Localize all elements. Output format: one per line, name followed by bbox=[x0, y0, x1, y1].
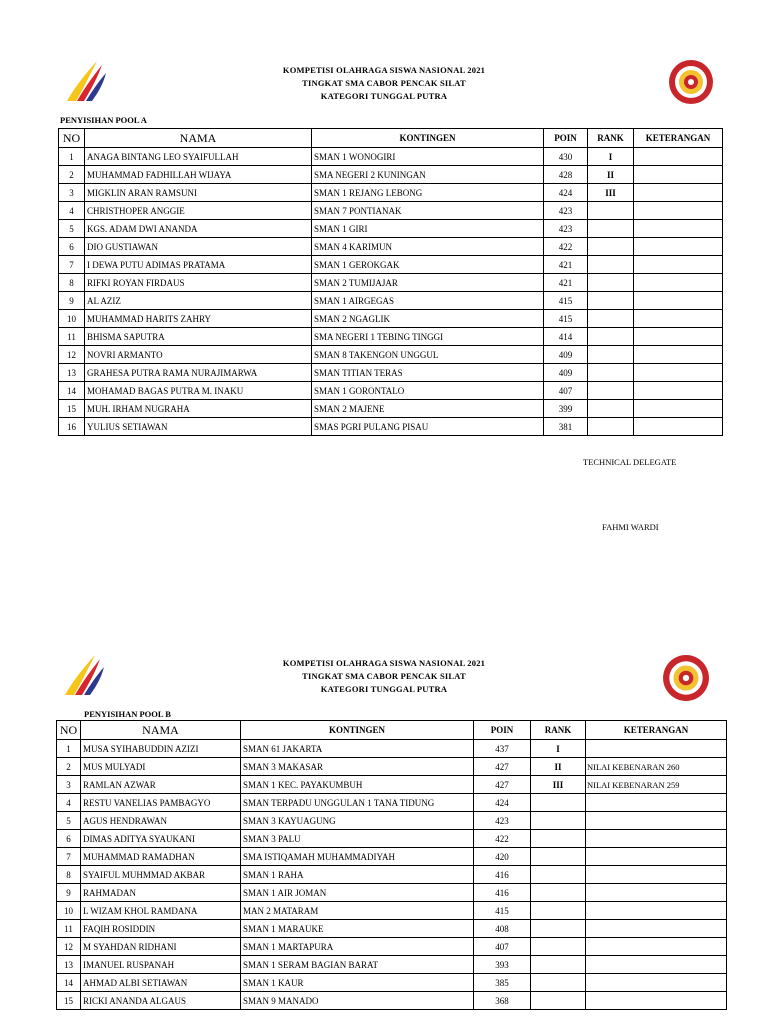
cell-no: 9 bbox=[57, 884, 81, 902]
cell-poin: 423 bbox=[474, 812, 531, 830]
col-keterangan: KETERANGAN bbox=[586, 721, 727, 740]
cell-nama: IMANUEL RUSPANAH bbox=[81, 956, 241, 974]
cell-no: 6 bbox=[57, 830, 81, 848]
cell-no: 4 bbox=[57, 794, 81, 812]
cell-keterangan bbox=[586, 830, 727, 848]
signature-role: TECHNICAL DELEGATE bbox=[583, 457, 677, 467]
table-row bbox=[59, 400, 723, 418]
cell-kontingen: SMAN 3 KAYUAGUNG bbox=[241, 812, 474, 830]
cell-keterangan bbox=[634, 148, 723, 166]
cell-rank bbox=[588, 328, 634, 346]
cell-kontingen: SMAN 3 PALU bbox=[241, 830, 474, 848]
cell-rank bbox=[531, 974, 586, 992]
cell-rank bbox=[531, 992, 586, 1010]
cell-rank bbox=[588, 220, 634, 238]
table-row bbox=[59, 382, 723, 400]
cell-kontingen: SMAN 61 JAKARTA bbox=[241, 740, 474, 758]
cell-rank bbox=[531, 884, 586, 902]
header-line-3: KATEGORI TUNGGAL PUTRA bbox=[320, 91, 448, 101]
cell-poin: 414 bbox=[544, 328, 588, 346]
table-row bbox=[59, 256, 723, 274]
cell-poin: 415 bbox=[544, 310, 588, 328]
pool-b-table bbox=[56, 720, 727, 1010]
cell-poin: 423 bbox=[544, 202, 588, 220]
cell-poin: 422 bbox=[474, 830, 531, 848]
cell-nama: AGUS HENDRAWAN bbox=[81, 812, 241, 830]
cell-no: 13 bbox=[57, 956, 81, 974]
header-line-3: KATEGORI TUNGGAL PUTRA bbox=[320, 684, 448, 694]
cell-rank bbox=[588, 382, 634, 400]
cell-no: 8 bbox=[57, 866, 81, 884]
table-row bbox=[57, 812, 727, 830]
cell-poin: 393 bbox=[474, 956, 531, 974]
table-row bbox=[57, 758, 727, 776]
table-row bbox=[57, 848, 727, 866]
cell-no: 5 bbox=[57, 812, 81, 830]
cell-no: 2 bbox=[59, 166, 85, 184]
table-row bbox=[57, 956, 727, 974]
cell-keterangan: NILAI KEBENARAN 260 bbox=[586, 758, 727, 776]
cell-rank bbox=[588, 400, 634, 418]
cell-poin: 422 bbox=[544, 238, 588, 256]
cell-kontingen: SMA NEGERI 2 KUNINGAN bbox=[312, 166, 544, 184]
table-row bbox=[57, 794, 727, 812]
cell-keterangan bbox=[634, 310, 723, 328]
cell-rank bbox=[588, 202, 634, 220]
cell-rank bbox=[588, 292, 634, 310]
cell-rank bbox=[588, 418, 634, 436]
table-row bbox=[57, 830, 727, 848]
cell-kontingen: SMAN 1 KAUR bbox=[241, 974, 474, 992]
cell-nama: MUSA SYIHABUDDIN AZIZI bbox=[81, 740, 241, 758]
cell-poin: 430 bbox=[544, 148, 588, 166]
cell-rank: III bbox=[531, 776, 586, 794]
cell-poin: 385 bbox=[474, 974, 531, 992]
col-nama: NAMA bbox=[85, 129, 312, 148]
pool-b-body bbox=[57, 740, 727, 1010]
cell-poin: 409 bbox=[544, 346, 588, 364]
cell-nama: KGS. ADAM DWI ANANDA bbox=[85, 220, 312, 238]
cell-poin: 408 bbox=[474, 920, 531, 938]
cell-kontingen: SMAN 1 KEC. PAYAKUMBUH bbox=[241, 776, 474, 794]
cell-nama: MUHAMMAD RAMADHAN bbox=[81, 848, 241, 866]
cell-nama: RESTU VANELIAS PAMBAGYO bbox=[81, 794, 241, 812]
cell-rank bbox=[531, 848, 586, 866]
cell-rank bbox=[588, 364, 634, 382]
cell-rank bbox=[531, 902, 586, 920]
cell-no: 8 bbox=[59, 274, 85, 292]
signature-name: FAHMI WARDI bbox=[602, 522, 659, 532]
cell-poin: 427 bbox=[474, 776, 531, 794]
cell-keterangan bbox=[586, 902, 727, 920]
cell-no: 1 bbox=[57, 740, 81, 758]
cell-kontingen: SMA NEGERI 1 TEBING TINGGI bbox=[312, 328, 544, 346]
cell-kontingen: SMAN 2 MAJENE bbox=[312, 400, 544, 418]
cell-no: 15 bbox=[57, 992, 81, 1010]
cell-rank bbox=[588, 238, 634, 256]
cell-keterangan bbox=[586, 740, 727, 758]
cell-keterangan bbox=[586, 812, 727, 830]
table-row bbox=[59, 184, 723, 202]
header-line-1: KOMPETISI OLAHRAGA SISWA NASIONAL 2021 bbox=[282, 658, 486, 668]
cell-no: 12 bbox=[59, 346, 85, 364]
col-poin: POIN bbox=[544, 129, 588, 148]
table-row bbox=[57, 902, 727, 920]
cell-rank: II bbox=[588, 166, 634, 184]
cell-rank: III bbox=[588, 184, 634, 202]
cell-keterangan: NILAI KEBENARAN 259 bbox=[586, 776, 727, 794]
col-keterangan: KETERANGAN bbox=[634, 129, 723, 148]
cell-poin: 421 bbox=[544, 256, 588, 274]
cell-keterangan bbox=[634, 292, 723, 310]
cell-no: 2 bbox=[57, 758, 81, 776]
pool-b-label: PENYISIHAN POOL B bbox=[84, 709, 171, 719]
cell-kontingen: MAN 2 MATARAM bbox=[241, 902, 474, 920]
cell-nama: FAQIH ROSIDDIN bbox=[81, 920, 241, 938]
table-row bbox=[57, 974, 727, 992]
cell-no: 14 bbox=[57, 974, 81, 992]
cell-kontingen: SMAS PGRI PULANG PISAU bbox=[312, 418, 544, 436]
cell-poin: 381 bbox=[544, 418, 588, 436]
cell-rank bbox=[588, 256, 634, 274]
cell-no: 6 bbox=[59, 238, 85, 256]
cell-kontingen: SMAN 1 GORONTALO bbox=[312, 382, 544, 400]
cell-poin: 424 bbox=[474, 794, 531, 812]
cell-nama: MOHAMAD BAGAS PUTRA M. INAKU bbox=[85, 382, 312, 400]
table-row bbox=[57, 992, 727, 1010]
cell-keterangan bbox=[634, 364, 723, 382]
cell-nama: SYAIFUL MUHMMAD AKBAR bbox=[81, 866, 241, 884]
col-nama: NAMA bbox=[81, 721, 241, 740]
header-line-1: KOMPETISI OLAHRAGA SISWA NASIONAL 2021 bbox=[282, 65, 486, 75]
col-no: NO bbox=[59, 129, 85, 148]
cell-nama: DIMAS ADITYA SYAUKANI bbox=[81, 830, 241, 848]
cell-rank bbox=[531, 866, 586, 884]
cell-no: 11 bbox=[59, 328, 85, 346]
cell-rank bbox=[531, 956, 586, 974]
cell-keterangan bbox=[634, 238, 723, 256]
cell-no: 7 bbox=[59, 256, 85, 274]
cell-kontingen: SMAN 1 MARAUKE bbox=[241, 920, 474, 938]
cell-kontingen: SMA ISTIQAMAH MUHAMMADIYAH bbox=[241, 848, 474, 866]
cell-poin: 399 bbox=[544, 400, 588, 418]
cell-no: 11 bbox=[57, 920, 81, 938]
cell-keterangan bbox=[586, 992, 727, 1010]
cell-poin: 407 bbox=[474, 938, 531, 956]
cell-no: 4 bbox=[59, 202, 85, 220]
cell-kontingen: SMAN 1 SERAM BAGIAN BARAT bbox=[241, 956, 474, 974]
table-row bbox=[57, 776, 727, 794]
cell-nama: MUHAMMAD FADHILLAH WIJAYA bbox=[85, 166, 312, 184]
cell-keterangan bbox=[634, 382, 723, 400]
cell-poin: 424 bbox=[544, 184, 588, 202]
table-row bbox=[57, 884, 727, 902]
cell-keterangan bbox=[634, 274, 723, 292]
cell-nama: AL AZIZ bbox=[85, 292, 312, 310]
document-header-b bbox=[0, 657, 768, 696]
cell-no: 10 bbox=[59, 310, 85, 328]
cell-poin: 368 bbox=[474, 992, 531, 1010]
cell-poin: 409 bbox=[544, 364, 588, 382]
header-line-2: TINGKAT SMA CABOR PENCAK SILAT bbox=[302, 78, 466, 88]
cell-poin: 427 bbox=[474, 758, 531, 776]
cell-nama: MUHAMMAD HARITS ZAHRY bbox=[85, 310, 312, 328]
cell-kontingen: SMAN 1 REJANG LEBONG bbox=[312, 184, 544, 202]
cell-kontingen: SMAN 1 AIR JOMAN bbox=[241, 884, 474, 902]
table-row bbox=[57, 920, 727, 938]
cell-keterangan bbox=[634, 346, 723, 364]
cell-nama: ANAGA BINTANG LEO SYAIFULLAH bbox=[85, 148, 312, 166]
cell-no: 15 bbox=[59, 400, 85, 418]
cell-poin: 428 bbox=[544, 166, 588, 184]
cell-nama: RAHMADAN bbox=[81, 884, 241, 902]
cell-kontingen: SMAN 3 MAKASAR bbox=[241, 758, 474, 776]
table-row bbox=[57, 866, 727, 884]
cell-nama: L WIZAM KHOL RAMDANA bbox=[81, 902, 241, 920]
cell-poin: 423 bbox=[544, 220, 588, 238]
col-no: NO bbox=[57, 721, 81, 740]
cell-nama: MUS MULYADI bbox=[81, 758, 241, 776]
cell-poin: 415 bbox=[474, 902, 531, 920]
cell-nama: M SYAHDAN RIDHANI bbox=[81, 938, 241, 956]
cell-kontingen: SMAN 1 RAHA bbox=[241, 866, 474, 884]
pool-a-label: PENYISIHAN POOL A bbox=[60, 115, 147, 125]
cell-nama: RICKI ANANDA ALGAUS bbox=[81, 992, 241, 1010]
table-row bbox=[59, 238, 723, 256]
cell-poin: 421 bbox=[544, 274, 588, 292]
cell-keterangan bbox=[586, 938, 727, 956]
table-row bbox=[57, 938, 727, 956]
cell-keterangan bbox=[586, 956, 727, 974]
col-kontingen: KONTINGEN bbox=[312, 129, 544, 148]
cell-keterangan bbox=[634, 418, 723, 436]
cell-no: 10 bbox=[57, 902, 81, 920]
cell-nama: I DEWA PUTU ADIMAS PRATAMA bbox=[85, 256, 312, 274]
cell-no: 9 bbox=[59, 292, 85, 310]
cell-keterangan bbox=[634, 256, 723, 274]
cell-poin: 420 bbox=[474, 848, 531, 866]
col-poin: POIN bbox=[474, 721, 531, 740]
cell-rank bbox=[588, 346, 634, 364]
cell-poin: 415 bbox=[544, 292, 588, 310]
cell-nama: BHISMA SAPUTRA bbox=[85, 328, 312, 346]
document-header-a bbox=[0, 64, 768, 103]
cell-poin: 437 bbox=[474, 740, 531, 758]
cell-nama: RAMLAN AZWAR bbox=[81, 776, 241, 794]
col-kontingen: KONTINGEN bbox=[241, 721, 474, 740]
cell-rank bbox=[531, 812, 586, 830]
cell-kontingen: SMAN 1 WONOGIRI bbox=[312, 148, 544, 166]
table-row bbox=[59, 202, 723, 220]
cell-no: 12 bbox=[57, 938, 81, 956]
cell-no: 5 bbox=[59, 220, 85, 238]
cell-kontingen: SMAN 1 MARTAPURA bbox=[241, 938, 474, 956]
cell-kontingen: SMAN 2 NGAGLIK bbox=[312, 310, 544, 328]
ipsi-seal-b bbox=[662, 654, 710, 702]
cell-rank bbox=[588, 310, 634, 328]
cell-rank: I bbox=[531, 740, 586, 758]
header-line-2: TINGKAT SMA CABOR PENCAK SILAT bbox=[302, 671, 466, 681]
cell-nama: MIGKLIN ARAN RAMSUNI bbox=[85, 184, 312, 202]
cell-rank bbox=[531, 830, 586, 848]
cell-rank bbox=[531, 938, 586, 956]
pool-a-table bbox=[58, 128, 723, 436]
table-row bbox=[59, 274, 723, 292]
cell-no: 7 bbox=[57, 848, 81, 866]
col-rank: RANK bbox=[588, 129, 634, 148]
cell-no: 3 bbox=[59, 184, 85, 202]
cell-no: 13 bbox=[59, 364, 85, 382]
table-row bbox=[59, 220, 723, 238]
col-rank: RANK bbox=[531, 721, 586, 740]
cell-nama: YULIUS SETIAWAN bbox=[85, 418, 312, 436]
cell-kontingen: SMAN TERPADU UNGGULAN 1 TANA TIDUNG bbox=[241, 794, 474, 812]
cell-nama: GRAHESA PUTRA RAMA NURAJIMARWA bbox=[85, 364, 312, 382]
cell-kontingen: SMAN 1 GIRI bbox=[312, 220, 544, 238]
cell-keterangan bbox=[634, 202, 723, 220]
table-row bbox=[59, 166, 723, 184]
cell-kontingen: SMAN TITIAN TERAS bbox=[312, 364, 544, 382]
cell-rank bbox=[531, 794, 586, 812]
cell-kontingen: SMAN 1 AIRGEGAS bbox=[312, 292, 544, 310]
cell-keterangan bbox=[634, 220, 723, 238]
cell-no: 1 bbox=[59, 148, 85, 166]
cell-keterangan bbox=[586, 920, 727, 938]
cell-kontingen: SMAN 7 PONTIANAK bbox=[312, 202, 544, 220]
cell-no: 16 bbox=[59, 418, 85, 436]
cell-keterangan bbox=[586, 866, 727, 884]
table-row bbox=[59, 292, 723, 310]
pool-a-body bbox=[59, 148, 723, 436]
table-row bbox=[59, 148, 723, 166]
cell-kontingen: SMAN 8 TAKENGON UNGGUL bbox=[312, 346, 544, 364]
cell-keterangan bbox=[634, 400, 723, 418]
cell-poin: 407 bbox=[544, 382, 588, 400]
table-row bbox=[57, 740, 727, 758]
cell-keterangan bbox=[634, 328, 723, 346]
cell-kontingen: SMAN 1 GEROKGAK bbox=[312, 256, 544, 274]
cell-kontingen: SMAN 2 TUMIJAJAR bbox=[312, 274, 544, 292]
table-row bbox=[59, 346, 723, 364]
table-row bbox=[59, 310, 723, 328]
cell-poin: 416 bbox=[474, 866, 531, 884]
table-row bbox=[59, 364, 723, 382]
pool-b-header-row bbox=[57, 721, 727, 740]
table-row bbox=[59, 328, 723, 346]
cell-keterangan bbox=[634, 184, 723, 202]
cell-keterangan bbox=[586, 884, 727, 902]
cell-keterangan bbox=[586, 848, 727, 866]
cell-keterangan bbox=[586, 974, 727, 992]
pool-a-header-row bbox=[59, 129, 723, 148]
cell-nama: DIO GUSTIAWAN bbox=[85, 238, 312, 256]
cell-keterangan bbox=[634, 166, 723, 184]
cell-nama: MUH. IRHAM NUGRAHA bbox=[85, 400, 312, 418]
cell-nama: AHMAD ALBI SETIAWAN bbox=[81, 974, 241, 992]
cell-nama: CHRISTHOPER ANGGIE bbox=[85, 202, 312, 220]
cell-nama: RIFKI ROYAN FIRDAUS bbox=[85, 274, 312, 292]
cell-nama: NOVRI ARMANTO bbox=[85, 346, 312, 364]
cell-keterangan bbox=[586, 794, 727, 812]
cell-no: 14 bbox=[59, 382, 85, 400]
cell-rank bbox=[531, 920, 586, 938]
ipsi-seal-a bbox=[668, 59, 714, 105]
cell-no: 3 bbox=[57, 776, 81, 794]
cell-rank: I bbox=[588, 148, 634, 166]
cell-kontingen: SMAN 9 MANADO bbox=[241, 992, 474, 1010]
cell-rank: II bbox=[531, 758, 586, 776]
cell-poin: 416 bbox=[474, 884, 531, 902]
table-row bbox=[59, 418, 723, 436]
cell-rank bbox=[588, 274, 634, 292]
cell-kontingen: SMAN 4 KARIMUN bbox=[312, 238, 544, 256]
